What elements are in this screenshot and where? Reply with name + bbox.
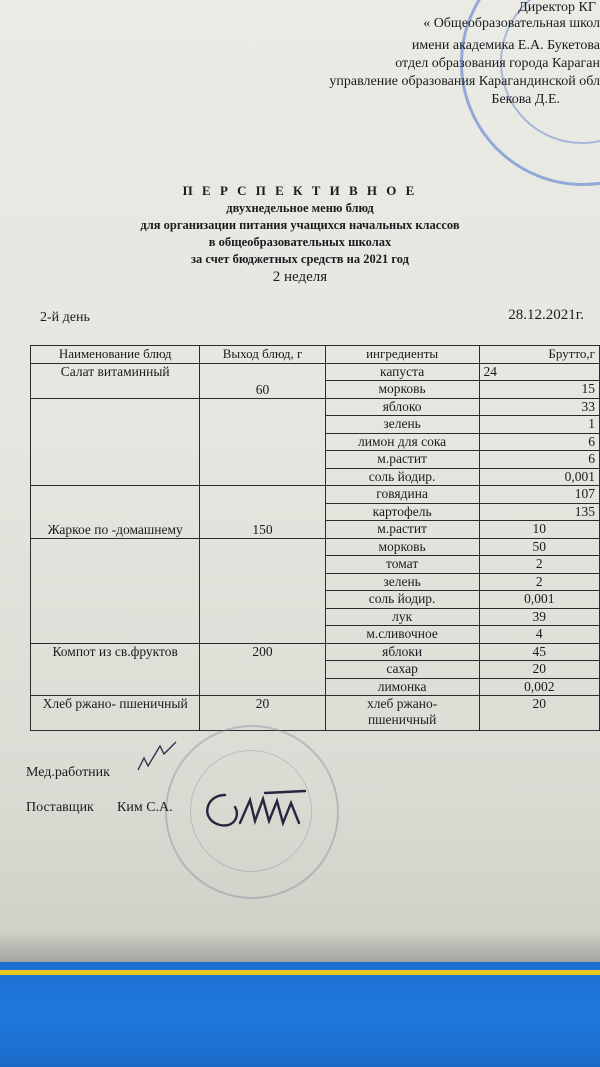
header-yield: Выход блюд, г	[200, 346, 325, 364]
week-label: 2 неделя	[272, 269, 328, 285]
ingredient-cell: зелень	[325, 416, 479, 434]
supplier-name: Ким С.А.	[117, 800, 173, 815]
empty-cell	[200, 538, 325, 643]
table-row	[31, 398, 600, 416]
ingredient-cell: м.растит	[325, 521, 479, 539]
date-label: 28.12.2021г.	[508, 307, 584, 323]
day-label: 2-й день	[40, 310, 90, 325]
ingredient-cell: м.сливочное	[325, 626, 479, 644]
header-director: Директор КГ	[518, 0, 596, 15]
ingredient-cell: капуста	[325, 363, 479, 381]
gross-cell: 0,001	[479, 468, 599, 486]
gross-cell: 2	[479, 573, 599, 591]
title-line-4: в общеобразовательных школах	[208, 235, 392, 249]
empty-cell	[31, 538, 200, 643]
ingredient-cell: лимонка	[325, 678, 479, 696]
ingredient-cell: соль йодир.	[325, 591, 479, 609]
table-row	[31, 643, 600, 661]
ingredient-cell: яблоки	[325, 643, 479, 661]
empty-cell	[200, 398, 325, 486]
gross-cell: 0,002	[479, 678, 599, 696]
gross-cell: 2	[479, 556, 599, 574]
medical-worker-label: Мед.работник	[26, 765, 110, 780]
dish-name-cell: Салат витаминный	[31, 363, 200, 398]
gross-cell: 1	[479, 416, 599, 434]
ingredient-cell: зелень	[325, 573, 479, 591]
header-school: « Общеобразовательная школ	[423, 16, 600, 31]
document-title: П Е Р С П Е К Т И В Н О Е	[182, 183, 418, 198]
ingredient-cell: хлеб ржано-пшеничный	[325, 696, 479, 731]
header-academic: имени академика Е.А. Букетова	[411, 38, 600, 53]
yellow-trim-strip	[0, 970, 600, 975]
title-line-2: двухнедельное меню блюд	[226, 201, 374, 215]
ingredient-cell: картофель	[325, 503, 479, 521]
table-row	[31, 538, 600, 556]
ingredient-cell: морковь	[325, 381, 479, 399]
header-administration: управление образования Карагандинской обл	[329, 74, 600, 89]
dish-yield-cell: 200	[200, 643, 325, 696]
ingredient-cell: яблоко	[325, 398, 479, 416]
ingredient-cell: томат	[325, 556, 479, 574]
ingredient-cell: м.растит	[325, 451, 479, 469]
ingredient-cell: морковь	[325, 538, 479, 556]
gross-cell: 45	[479, 643, 599, 661]
table-header-row	[31, 346, 600, 364]
menu-table	[30, 345, 600, 731]
gross-cell: 50	[479, 538, 599, 556]
ingredient-cell: говядина	[325, 486, 479, 504]
empty-cell	[31, 398, 200, 486]
gross-cell: 6	[479, 433, 599, 451]
gross-cell: 10	[479, 521, 599, 539]
header-ingredients: ингредиенты	[325, 346, 479, 364]
gross-cell: 6	[479, 451, 599, 469]
header-gross: Брутто,г	[479, 346, 599, 364]
blue-frame-border	[0, 962, 600, 1067]
ingredient-cell: лимон для сока	[325, 433, 479, 451]
ingredient-cell: сахар	[325, 661, 479, 679]
gross-cell: 107	[479, 486, 599, 504]
gross-cell: 24	[479, 363, 599, 381]
dish-name-cell: Хлеб ржано- пшеничный	[31, 696, 200, 731]
table-row	[31, 696, 600, 731]
gross-cell: 20	[479, 696, 599, 731]
medic-signature	[130, 740, 190, 780]
table-row	[31, 363, 600, 381]
gross-cell: 20	[479, 661, 599, 679]
title-line-3: для организации питания учащихся начальных классов	[140, 218, 460, 232]
supplier-label: Поставщик	[26, 800, 94, 815]
gross-cell: 39	[479, 608, 599, 626]
table-row	[31, 486, 600, 504]
ingredient-cell: соль йодир.	[325, 468, 479, 486]
ingredient-cell: лук	[325, 608, 479, 626]
gross-cell: 33	[479, 398, 599, 416]
header-director-name: Бекова Д.Е.	[491, 92, 560, 107]
gross-cell: 4	[479, 626, 599, 644]
dish-name-cell: Жаркое по -домашнему	[31, 486, 200, 539]
gross-cell: 15	[479, 381, 599, 399]
header-department: отдел образования города Караган	[395, 56, 600, 71]
header-dish-name: Наименование блюд	[31, 346, 200, 364]
dish-yield-cell: 20	[200, 696, 325, 731]
dish-yield-cell: 60	[200, 363, 325, 398]
dish-name-cell: Компот из св.фруктов	[31, 643, 200, 696]
page-bottom-shadow	[0, 930, 600, 962]
gross-cell: 135	[479, 503, 599, 521]
supplier-signature	[195, 785, 335, 840]
dish-yield-cell: 150	[200, 486, 325, 539]
title-line-5: за счет бюджетных средств на 2021 год	[191, 252, 409, 266]
gross-cell: 0,001	[479, 591, 599, 609]
